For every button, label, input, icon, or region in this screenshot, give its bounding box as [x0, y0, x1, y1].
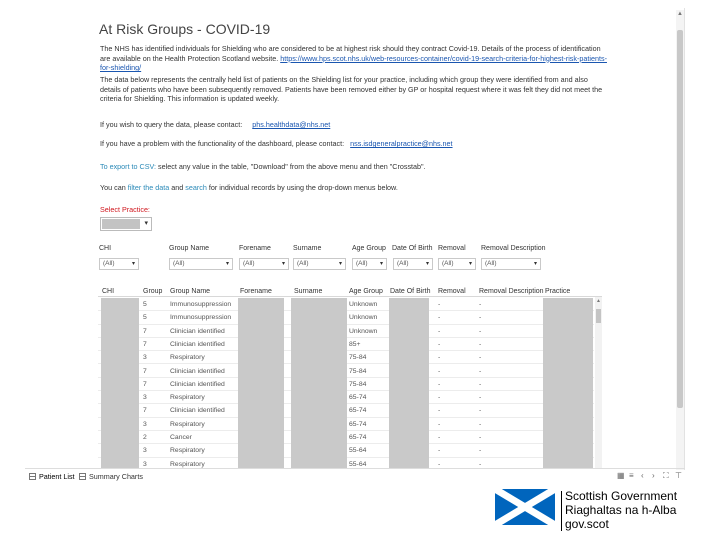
intro-paragraph: [100, 44, 610, 73]
cell-removal[interactable]: -: [438, 354, 441, 362]
filter-chi-dropdown[interactable]: [99, 258, 139, 270]
cell-group-name[interactable]: Clinician identified: [170, 380, 225, 388]
logo-line-1: Scottish Government: [565, 489, 678, 503]
cell-age-group[interactable]: 85+: [349, 340, 361, 348]
scroll-up-icon[interactable]: ▲: [596, 298, 601, 304]
cell-group-name[interactable]: Clinician identified: [170, 367, 225, 375]
chevron-down-icon: ▾: [131, 261, 135, 267]
table-header: [98, 283, 602, 297]
table-scrollbar-thumb[interactable]: [596, 309, 601, 323]
problem-email-link[interactable]: nss.isdgeneralpractice@nhs.net: [350, 139, 453, 148]
page-scrollbar[interactable]: [676, 10, 684, 470]
cell-removal-desc[interactable]: -: [479, 367, 482, 375]
cell-group-name[interactable]: Immunosuppression: [170, 314, 232, 322]
cell-group[interactable]: 7: [143, 367, 147, 375]
chi-redaction: [101, 298, 139, 469]
cell-removal[interactable]: -: [438, 407, 441, 415]
cell-removal-desc[interactable]: -: [479, 301, 482, 308]
chevron-down-icon: ▾: [379, 261, 383, 267]
saltire-svg: [495, 489, 555, 525]
problem-line: [100, 139, 610, 149]
logo-line-2: Riaghaltas na h-Alba: [565, 503, 677, 517]
cell-removal-desc[interactable]: -: [479, 394, 482, 402]
select-practice-label: Select Practice:: [100, 205, 150, 214]
cell-group-name[interactable]: Respiratory: [170, 354, 205, 362]
filter-value: (All): [442, 260, 454, 267]
cell-group[interactable]: 7: [143, 327, 147, 335]
search-text: search: [185, 183, 207, 192]
filter-value: (All): [297, 260, 309, 267]
filter-age-group-dropdown[interactable]: [352, 258, 387, 270]
tab-summary-charts[interactable]: [79, 472, 143, 481]
col-header-group[interactable]: Group: [143, 288, 163, 295]
cell-removal-desc[interactable]: -: [479, 340, 482, 348]
cell-group-name[interactable]: Immunosuppression: [170, 301, 232, 308]
grid-view-icon[interactable]: ▦: [617, 471, 625, 480]
cell-removal[interactable]: -: [438, 420, 441, 428]
col-header-removal-desc[interactable]: Removal Description: [479, 288, 544, 295]
filter-removal-dropdown[interactable]: [438, 258, 476, 270]
export-label: To export to CSV:: [100, 162, 157, 171]
cell-group-name[interactable]: Clinician identified: [170, 340, 225, 348]
cell-age-group[interactable]: 65-74: [349, 420, 367, 428]
filter-label-group-name: Group Name: [169, 245, 210, 252]
chevron-down-icon: ▾: [468, 261, 472, 267]
filter-value: (All): [103, 260, 115, 267]
sheet-tabs: [25, 468, 685, 484]
scrollbar-thumb[interactable]: [677, 30, 683, 408]
filter-value: (All): [485, 260, 497, 267]
cell-removal-desc[interactable]: -: [479, 327, 482, 335]
filter-note: [100, 183, 610, 193]
filter-label-forename: Forename: [239, 245, 271, 252]
filter-label-surname: Surname: [293, 245, 322, 252]
filter-label-removal-desc: Removal Description: [481, 245, 546, 252]
table-scrollbar[interactable]: [595, 297, 602, 469]
col-header-practice[interactable]: Practice: [545, 288, 571, 295]
scroll-up-icon[interactable]: ▲: [677, 11, 683, 17]
tab-patient-list[interactable]: [29, 472, 75, 481]
filter-forename-dropdown[interactable]: [239, 258, 289, 270]
cell-removal[interactable]: -: [438, 447, 441, 455]
cell-group[interactable]: 3: [143, 447, 147, 455]
filter-value: (All): [243, 260, 255, 267]
dob-redaction: [389, 298, 429, 469]
filter-note-mid: and: [169, 183, 186, 192]
col-header-removal[interactable]: Removal: [438, 288, 466, 295]
cell-removal[interactable]: -: [438, 314, 441, 322]
cell-removal-desc[interactable]: -: [479, 460, 482, 468]
practice-redaction: [543, 298, 593, 469]
fullscreen-icon[interactable]: ⛶: [663, 471, 669, 480]
cell-group[interactable]: 3: [143, 460, 147, 468]
cell-age-group[interactable]: 65-74: [349, 394, 367, 402]
cell-removal-desc[interactable]: -: [479, 407, 482, 415]
tab-label: Patient List: [39, 472, 75, 481]
cell-removal[interactable]: -: [438, 340, 441, 348]
cell-group[interactable]: 7: [143, 340, 147, 348]
filter-label-dob: Date Of Birth: [392, 245, 433, 252]
cell-age-group[interactable]: 75-84: [349, 380, 367, 388]
filter-data-text: filter the data: [127, 183, 170, 192]
cell-group[interactable]: 3: [143, 354, 147, 362]
filter-note-pre: You can: [100, 183, 128, 192]
filter-value: (All): [397, 260, 409, 267]
cell-removal[interactable]: -: [438, 301, 441, 308]
cell-age-group[interactable]: 75-84: [349, 354, 367, 362]
export-line: [100, 162, 610, 172]
surname-redaction: [291, 298, 347, 469]
chevron-down-icon: ▾: [281, 261, 285, 267]
chevron-down-icon: ▾: [425, 261, 429, 267]
chevron-right-icon[interactable]: ›: [652, 471, 655, 480]
filter-dob-dropdown[interactable]: [393, 258, 433, 270]
list-view-icon[interactable]: ≡: [629, 471, 634, 480]
col-header-dob[interactable]: Date Of Birth: [390, 288, 431, 295]
filter-removal-desc-dropdown[interactable]: [481, 258, 541, 270]
cell-removal[interactable]: -: [438, 327, 441, 335]
cell-group[interactable]: 3: [143, 420, 147, 428]
filter-note-post: for individual records by using the drop-down menus below.: [206, 183, 398, 192]
chevron-down-icon: ▾: [225, 261, 229, 267]
cell-group[interactable]: 3: [143, 394, 147, 402]
chevron-down-icon: ▾: [338, 261, 342, 267]
cell-age-group[interactable]: Unknown: [349, 327, 378, 335]
saltire-flag-icon: [495, 489, 555, 525]
present-icon[interactable]: ⊤: [675, 471, 682, 480]
col-header-age-group[interactable]: Age Group: [349, 288, 383, 295]
filter-surname-dropdown[interactable]: [293, 258, 346, 270]
hps-link[interactable]: https://www.hps.scot.nhs.uk/web-resources-container/covid-19-search-criteria-for-highest-risk-patients-for-shielding/: [100, 53, 607, 73]
cell-group[interactable]: 5: [143, 314, 147, 322]
cell-group-name[interactable]: Cancer: [170, 434, 192, 441]
sheet-icon: [79, 473, 86, 480]
cell-removal-desc[interactable]: -: [479, 314, 482, 322]
data-note: The data below represents the centrally held list of patients on the Shielding list for your practice, including which group they were identified from and also details of patients who have been subsequently removed. Patients have been removed either by GP or hospital request where it was felt they did not meet the criteria for Shielding. This information is updated weekly.: [100, 75, 603, 104]
cell-removal-desc[interactable]: -: [479, 447, 482, 455]
cell-group-name[interactable]: Clinician identified: [170, 327, 225, 335]
chevron-left-icon[interactable]: ‹: [641, 471, 644, 480]
problem-text: If you have a problem with the functionality of the dashboard, please contact:: [100, 139, 345, 148]
patient-table[interactable]: [98, 283, 602, 469]
cell-removal[interactable]: -: [438, 434, 441, 441]
cell-group-name[interactable]: Respiratory: [170, 394, 205, 402]
cell-removal[interactable]: -: [438, 460, 441, 468]
forename-redaction: [238, 298, 284, 469]
intro-text: The NHS has identified individuals for Shielding who are considered to be at highest risk should they contract Covid-19. Details of the process of identification are available on the Health Protection Scotland website.: [100, 44, 601, 63]
col-header-surname[interactable]: Surname: [294, 288, 323, 295]
filter-group-name-dropdown[interactable]: [169, 258, 233, 270]
cell-group-name[interactable]: Respiratory: [170, 420, 205, 428]
col-header-chi[interactable]: CHI: [102, 288, 115, 295]
practice-dropdown[interactable]: [100, 217, 152, 231]
cell-removal[interactable]: -: [438, 380, 441, 388]
cell-age-group[interactable]: 65-74: [349, 434, 367, 441]
filter-label-removal: Removal: [438, 245, 466, 252]
practice-value-redacted: [102, 219, 140, 229]
logo-line-3: gov.scot: [565, 517, 609, 531]
cell-age-group[interactable]: 55-64: [349, 460, 367, 468]
cell-group[interactable]: 7: [143, 407, 147, 415]
filter-label-chi: CHI: [99, 245, 112, 252]
sheet-icon: [29, 473, 36, 480]
cell-group-name[interactable]: Clinician identified: [170, 407, 225, 415]
col-header-group-name[interactable]: Group Name: [170, 288, 211, 295]
chevron-down-icon: ▾: [533, 261, 537, 267]
cell-removal-desc[interactable]: -: [479, 380, 482, 388]
cell-removal[interactable]: -: [438, 367, 441, 375]
logo-separator: [561, 491, 562, 531]
query-line: [100, 120, 610, 130]
cell-age-group[interactable]: 55-64: [349, 447, 367, 455]
cell-age-group[interactable]: Unknown: [349, 314, 378, 322]
cell-removal-desc[interactable]: -: [479, 420, 482, 428]
cell-removal-desc[interactable]: -: [479, 354, 482, 362]
tab-label: Summary Charts: [89, 472, 143, 481]
cell-group[interactable]: 7: [143, 380, 147, 388]
export-text: select any value in the table, "Download" from the above menu and then "Crosstab".: [156, 162, 426, 171]
cell-age-group[interactable]: Unknown: [349, 301, 378, 308]
cell-group[interactable]: 2: [143, 434, 147, 441]
filter-label-age-group: Age Group: [352, 245, 386, 252]
query-email-link[interactable]: phs.healthdata@nhs.net: [252, 120, 331, 129]
cell-group[interactable]: 5: [143, 301, 147, 308]
cell-removal[interactable]: -: [438, 394, 441, 402]
cell-removal-desc[interactable]: -: [479, 434, 482, 441]
cell-group-name[interactable]: Respiratory: [170, 447, 205, 455]
page-title: At Risk Groups - COVID-19: [99, 21, 271, 37]
col-header-forename[interactable]: Forename: [240, 288, 272, 295]
filter-value: (All): [173, 260, 185, 267]
cell-age-group[interactable]: 75-84: [349, 367, 367, 375]
filter-value: (All): [356, 260, 368, 267]
cell-group-name[interactable]: Respiratory: [170, 460, 205, 468]
cell-age-group[interactable]: 65-74: [349, 407, 367, 415]
chevron-down-icon: ▾: [144, 220, 148, 227]
query-text: If you wish to query the data, please contact:: [100, 120, 243, 129]
